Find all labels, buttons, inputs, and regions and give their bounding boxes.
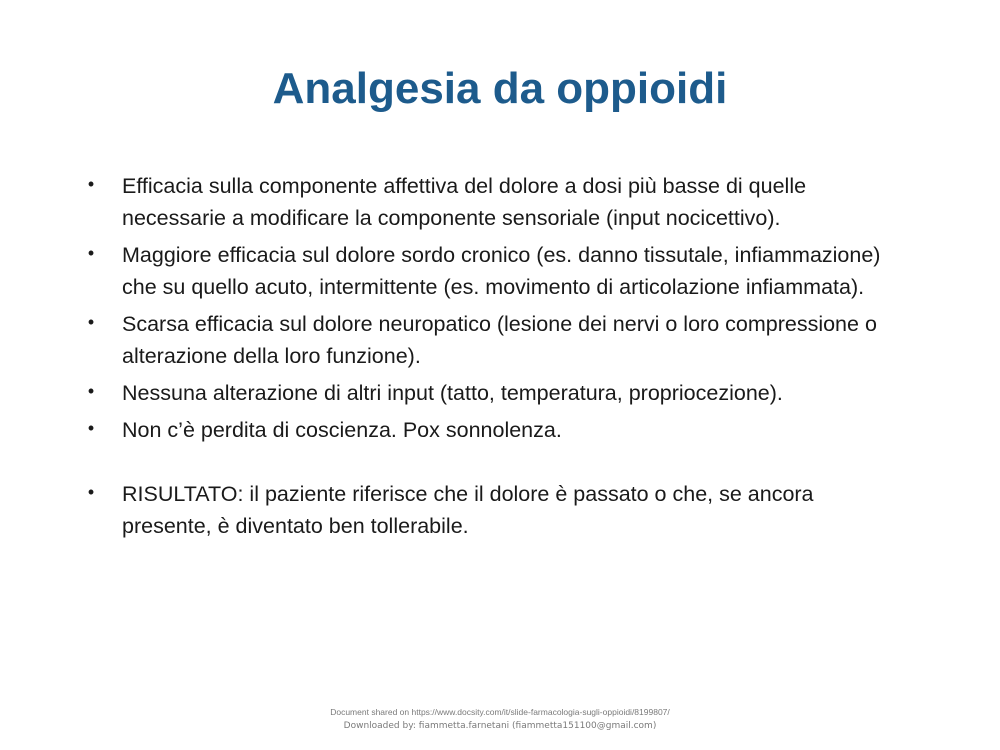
bullet-text-6: RISULTATO: il paziente riferisce che il dolore è passato o che, se ancora presente, è diventato ben tollerabile. <box>122 482 814 538</box>
bullet-text-3: Scarsa efficacia sul dolore neuropatico (lesione dei nervi o loro compressione o alterazione della loro funzione). <box>122 312 877 368</box>
bullet-icon: • <box>87 482 95 502</box>
bullet-item-1 <box>85 170 885 234</box>
footer-shared-notice: Document shared on https://www.docsity.com/it/slide-farmacologia-sugli-oppioidi/8199807/ <box>330 707 670 717</box>
bullet-text-4: Nessuna alterazione di altri input (tatto, temperatura, propriocezione). <box>122 381 783 405</box>
bullet-text-1: Efficacia sulla componente affettiva del dolore a dosi più basse di quelle necessarie a modificare la componente sensoriale (input nocicettivo). <box>122 174 807 230</box>
bullet-list <box>85 170 885 547</box>
bullet-icon: • <box>87 418 95 438</box>
bullet-icon: • <box>87 381 95 401</box>
bullet-item-2 <box>85 239 885 303</box>
bullet-item-6 <box>85 478 885 542</box>
bullet-text-2: Maggiore efficacia sul dolore sordo cronico (es. danno tissutale, infiammazione) che su quello acuto, intermittente (es. movimento di articolazione infiammata). <box>122 243 881 299</box>
slide-title: Analgesia da oppioidi <box>272 64 728 113</box>
bullet-item-5 <box>85 414 885 446</box>
bullet-text-5: Non c’è perdita di coscienza. Pox sonnolenza. <box>122 418 562 442</box>
bullet-item-4 <box>85 377 885 409</box>
bullet-item-3 <box>85 308 885 372</box>
footer-downloaded-by: Downloaded by: fiammetta.farnetani (fiammetta151100@gmail.com) <box>343 721 657 731</box>
bullet-icon: • <box>87 243 95 263</box>
bullet-icon: • <box>87 312 95 332</box>
bullet-icon: • <box>87 174 95 194</box>
